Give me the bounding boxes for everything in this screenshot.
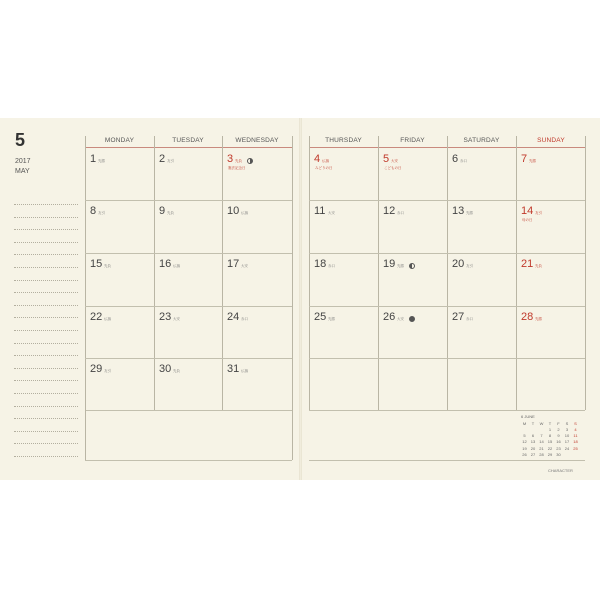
row-divider (309, 200, 585, 201)
day-number: 15 (90, 258, 103, 270)
day-number: 5 (383, 153, 390, 165)
mini-calendar-day: 25 (573, 445, 578, 451)
note-line (14, 418, 78, 419)
day-number: 7 (521, 153, 528, 165)
rokuyo-label: 赤口 (328, 264, 335, 268)
weekday-header-saturday: SATURDAY (463, 137, 500, 144)
day-number: 4 (314, 153, 321, 165)
day-number: 13 (452, 205, 465, 217)
mini-calendar-weekday: W (539, 421, 544, 426)
month-number: 5 (15, 130, 26, 150)
note-line (14, 305, 78, 306)
mini-calendar-day: 10 (564, 433, 570, 439)
mini-calendar-day: 22 (547, 445, 553, 451)
row-divider (85, 200, 292, 201)
column-divider (222, 136, 223, 410)
mini-calendar-day: 14 (539, 439, 544, 445)
day-number: 28 (521, 311, 534, 323)
day-number: 8 (90, 205, 97, 217)
holiday-note: 母の日 (522, 218, 533, 222)
rokuyo-label: 先負 (235, 159, 242, 163)
holiday-note: みどりの日 (315, 166, 333, 170)
day-number: 19 (383, 258, 396, 270)
weekday-header-tuesday: TUESDAY (172, 137, 204, 144)
rokuyo-label: 仏滅 (241, 211, 248, 215)
day-number: 25 (314, 311, 327, 323)
moon-phase-icon (409, 263, 415, 269)
rokuyo-label: 大安 (173, 317, 180, 321)
note-line (14, 443, 78, 444)
rokuyo-label: 大安 (241, 264, 248, 268)
column-divider (585, 136, 586, 410)
memo-bottom (309, 460, 585, 461)
day-number: 16 (159, 258, 172, 270)
row-divider (85, 358, 292, 359)
note-line (14, 242, 78, 243)
note-line (14, 431, 78, 432)
mini-calendar-weekday: M (522, 421, 527, 426)
mini-calendar-weekday: S (574, 421, 577, 426)
mini-calendar-weekday: T (531, 421, 535, 426)
column-divider (516, 136, 517, 410)
rokuyo-label: 友引 (98, 211, 105, 215)
note-line (14, 380, 78, 381)
rokuyo-label: 先勝 (397, 264, 404, 268)
mini-calendar-day: 28 (539, 451, 544, 457)
day-number: 26 (383, 311, 396, 323)
note-line (14, 229, 78, 230)
day-number: 23 (159, 311, 172, 323)
day-number: 2 (159, 153, 166, 165)
mini-calendar-day: 24 (564, 445, 570, 451)
column-divider (447, 136, 448, 410)
rokuyo-label: 友引 (104, 369, 111, 373)
rokuyo-label: 先勝 (328, 317, 335, 321)
row-divider (85, 410, 292, 411)
note-line (14, 368, 78, 369)
rokuyo-label: 仏滅 (241, 369, 248, 373)
rokuyo-label: 先負 (167, 211, 174, 215)
day-number: 1 (90, 153, 97, 165)
rokuyo-label: 友引 (167, 159, 174, 163)
mini-calendar-weekday: T (548, 421, 552, 426)
mini-calendar-day: 7 (540, 433, 543, 439)
day-number: 27 (452, 311, 465, 323)
rokuyo-label: 赤口 (397, 211, 404, 215)
mini-calendar (521, 414, 581, 460)
weekday-header-thursday: THURSDAY (325, 137, 362, 144)
row-divider (85, 306, 292, 307)
column-divider (154, 136, 155, 410)
mini-calendar-weekday: S (565, 421, 569, 426)
mini-calendar-day: 21 (539, 445, 544, 451)
mini-calendar-day: 5 (523, 433, 526, 439)
note-line (14, 456, 78, 457)
moon-phase-icon (247, 158, 253, 164)
row-divider (309, 306, 585, 307)
mini-calendar-day: 17 (564, 439, 570, 445)
mini-calendar-day: 29 (547, 451, 553, 457)
mini-calendar-day: 19 (522, 445, 527, 451)
holiday-note: 憲法記念日 (228, 166, 246, 170)
weekday-header-monday: MONDAY (104, 137, 135, 144)
weekday-header-wednesday: WEDNESDAY (235, 137, 279, 144)
note-line (14, 343, 78, 344)
note-line (14, 204, 78, 205)
day-number: 21 (521, 258, 534, 270)
rokuyo-label: 先負 (104, 264, 111, 268)
note-line (14, 406, 78, 407)
day-number: 31 (227, 363, 240, 375)
mini-calendar-weekday: F (557, 421, 560, 426)
day-number: 29 (90, 363, 103, 375)
planner-page (0, 118, 600, 480)
day-number: 20 (452, 258, 465, 270)
row-divider (309, 253, 585, 254)
rokuyo-label: 先勝 (535, 317, 542, 321)
day-number: 18 (314, 258, 327, 270)
mini-calendar-day: 8 (548, 433, 552, 439)
rokuyo-label: 先勝 (466, 211, 473, 215)
weekday-header-friday: FRIDAY (400, 137, 425, 144)
note-line (14, 280, 78, 281)
memo-divider (85, 410, 86, 460)
day-number: 9 (159, 205, 166, 217)
day-number: 6 (452, 153, 459, 165)
year-label: 2017 (15, 158, 31, 165)
mini-calendar-day: 13 (530, 439, 536, 445)
row-divider (309, 358, 585, 359)
note-line (14, 330, 78, 331)
note-line (14, 355, 78, 356)
mini-calendar-day: 26 (522, 451, 527, 457)
mini-calendar-day: 1 (548, 427, 552, 432)
day-number: 22 (90, 311, 103, 323)
mini-calendar-day: 23 (556, 445, 561, 451)
mini-calendar-day: 3 (565, 427, 569, 432)
row-divider (309, 410, 585, 411)
mini-calendar-day: 4 (574, 427, 577, 432)
mini-calendar-day: 9 (557, 433, 560, 439)
rokuyo-label: 仏滅 (173, 264, 180, 268)
header-rule-left (85, 147, 292, 148)
book-gutter (299, 118, 302, 480)
note-line (14, 217, 78, 218)
mini-calendar-day: 2 (557, 427, 560, 432)
rokuyo-label: 赤口 (241, 317, 248, 321)
column-divider (309, 136, 310, 410)
mini-calendar-day: 20 (530, 445, 536, 451)
footer-mark: CHARACTER (548, 468, 573, 473)
holiday-note: こどもの日 (384, 166, 402, 170)
note-line (14, 317, 78, 318)
mini-calendar-day: 15 (547, 439, 553, 445)
day-number: 11 (314, 205, 326, 217)
row-divider (85, 253, 292, 254)
rokuyo-label: 仏滅 (322, 159, 329, 163)
day-number: 3 (227, 153, 234, 165)
rokuyo-label: 先勝 (98, 159, 105, 163)
moon-phase-icon (409, 316, 415, 322)
rokuyo-label: 友引 (466, 264, 473, 268)
mini-calendar-day: 18 (573, 439, 578, 445)
note-line (14, 292, 78, 293)
rokuyo-label: 赤口 (460, 159, 467, 163)
rokuyo-label: 先勝 (529, 159, 536, 163)
rokuyo-label: 先負 (535, 264, 542, 268)
weekday-header-sunday: SUNDAY (537, 137, 565, 144)
mini-calendar-day: 27 (530, 451, 536, 457)
rokuyo-label: 大安 (397, 317, 404, 321)
mini-calendar-title: 6 JUNE (521, 414, 535, 419)
mini-calendar-day: 30 (556, 451, 561, 457)
day-number: 17 (227, 258, 240, 270)
note-line (14, 393, 78, 394)
month-name: MAY (15, 168, 30, 175)
day-number: 14 (521, 205, 534, 217)
memo-divider (292, 410, 293, 460)
rokuyo-label: 仏滅 (104, 317, 111, 321)
note-line (14, 254, 78, 255)
rokuyo-label: 大安 (391, 159, 398, 163)
column-divider (85, 136, 86, 410)
note-line (14, 267, 78, 268)
memo-bottom (85, 460, 292, 461)
mini-calendar-day: 16 (556, 439, 561, 445)
day-number: 30 (159, 363, 172, 375)
rokuyo-label: 大安 (328, 211, 335, 215)
rokuyo-label: 友引 (535, 211, 542, 215)
mini-calendar-day: 11 (573, 433, 578, 439)
column-divider (378, 136, 379, 410)
mini-calendar-day: 12 (522, 439, 527, 445)
mini-calendar-day: 6 (531, 433, 535, 439)
rokuyo-label: 赤口 (466, 317, 473, 321)
day-number: 12 (383, 205, 396, 217)
day-number: 24 (227, 311, 240, 323)
day-number: 10 (227, 205, 240, 217)
column-divider (292, 136, 293, 410)
rokuyo-label: 先負 (173, 369, 180, 373)
